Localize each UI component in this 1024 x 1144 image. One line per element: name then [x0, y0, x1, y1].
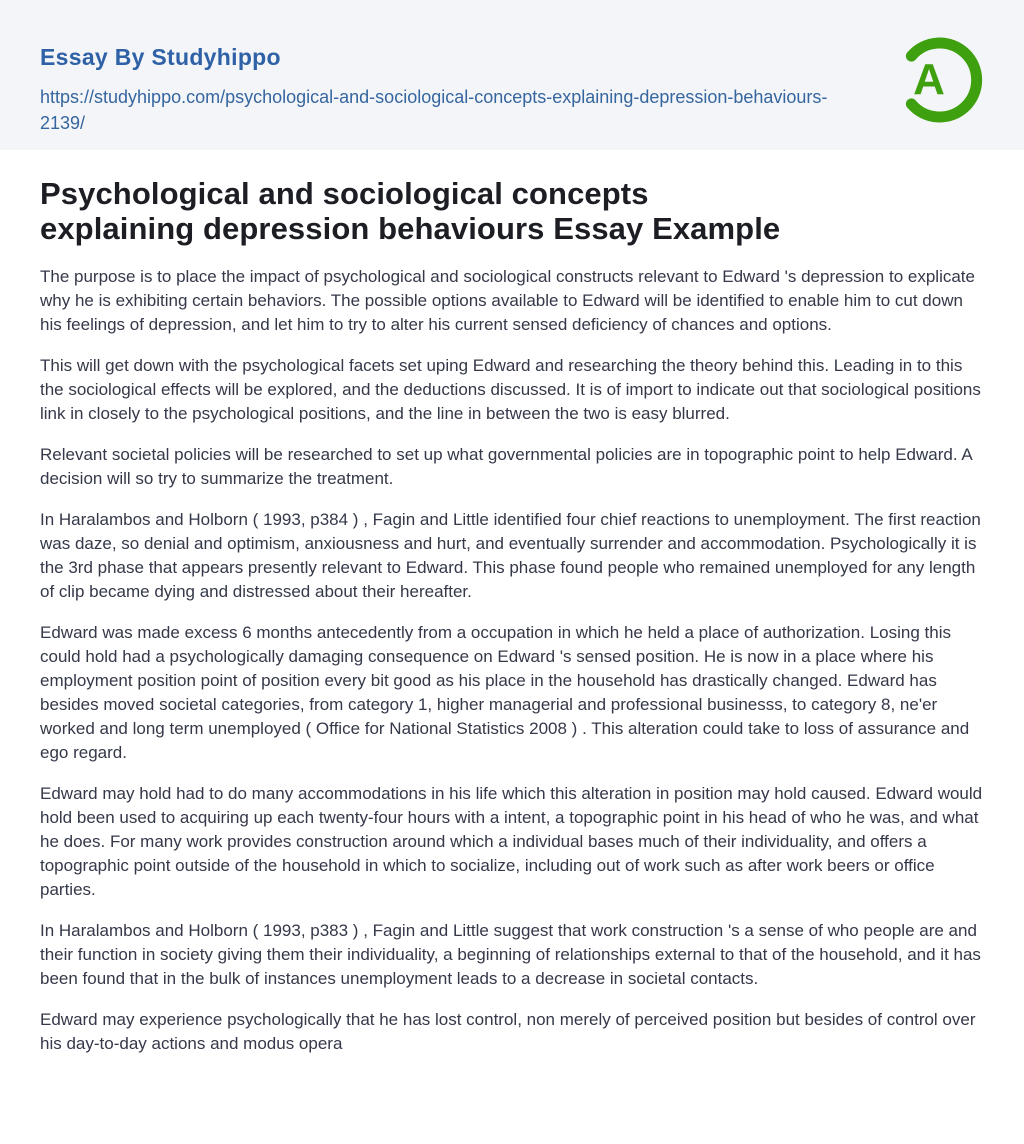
- essay-paragraph: The purpose is to place the impact of psychological and sociological constructs relevant to Edward 's depression to explicate why he is exhibiting certain behaviors. The possible options available to Edward will be identified to enable him to cut down his feelings of depression, and let him to try to alter his current sensed deficiency of chances and options.: [40, 267, 975, 334]
- essay-paragraph: This will get down with the psychological facets set uping Edward and researching the theory behind this. Leading in to this the sociological effects will be explored, and the deductions discussed. It is of import to indicate out that sociological positions link in closely to the psychological positions, and the line in between the two is easy blurred.: [40, 356, 981, 423]
- essay-paragraph: Edward may experience psychologically that he has lost control, non merely of perceived position but besides of control over his day-to-day actions and modus opera: [40, 1010, 976, 1053]
- header-text-block: [40, 44, 830, 136]
- essay-paragraph: In Haralambos and Holborn ( 1993, p384 ) , Fagin and Little identified four chief reactions to unemployment. The first reaction was daze, so denial and optimism, anxiousness and hurt, and eventually surrender and accommodation. Psychologically it is the 3rd phase that appears presently relevant to Edward. This phase found people who remained unemployed for any length of clip became dying and distressed about their hereafter.: [40, 510, 981, 601]
- essay-title-line: Psychological and sociological concepts: [40, 176, 649, 211]
- essay-title: [40, 176, 984, 246]
- essay-body: [40, 265, 984, 1056]
- essay-paragraph: Relevant societal policies will be researched to set up what governmental policies are in topographic point to help Edward. A decision will so try to summarize the treatment.: [40, 445, 972, 488]
- essay-paragraph: In Haralambos and Holborn ( 1993, p383 ) , Fagin and Little suggest that work construction 's a sense of who people are and their function in society giving them their individuality, a beginning of relationships external to that of the household, and it has been found that in the bulk of instances unemployment leads to a decrease in societal contacts.: [40, 921, 981, 988]
- essay-title-line: explaining depression behaviours Essay Example: [40, 211, 781, 246]
- essay-paragraph: Edward may hold had to do many accommodations in his life which this alteration in position may hold caused. Edward would hold been used to acquiring up each twenty-four hours with a intent, a topographic point in his head of who he was, and what he does. For many work provides construction around which a individual bases much of their individuality, and offers a topographic point outside of the household in which to socialize, including out of work such as after work beers or office parties.: [40, 784, 983, 899]
- studyhippo-logo-icon: [890, 30, 986, 135]
- essay-paragraph: Edward was made excess 6 months antecedently from a occupation in which he held a place of authorization. Losing this could hold had a psychologically damaging consequence on Edward 's sensed position. He is now in a place where his employment position point of position every bit good as his place in the household has drastically changed. Edward has besides moved societal categories, from category 1, higher managerial and professional businesss, to category 8, ne'er worked and long term unemployed ( Office for National Statistics 2008 ) . This alteration could take to loss of assurance and ego regard.: [40, 623, 970, 762]
- logo-letter: A: [913, 55, 945, 104]
- site-byline: Essay By Studyhippo: [40, 44, 281, 70]
- site-header: [0, 0, 1024, 150]
- essay-content: [0, 176, 1024, 1056]
- essay-url-link[interactable]: https://studyhippo.com/psychological-and-sociological-concepts-explaining-depression-behaviours-2139/: [40, 87, 828, 133]
